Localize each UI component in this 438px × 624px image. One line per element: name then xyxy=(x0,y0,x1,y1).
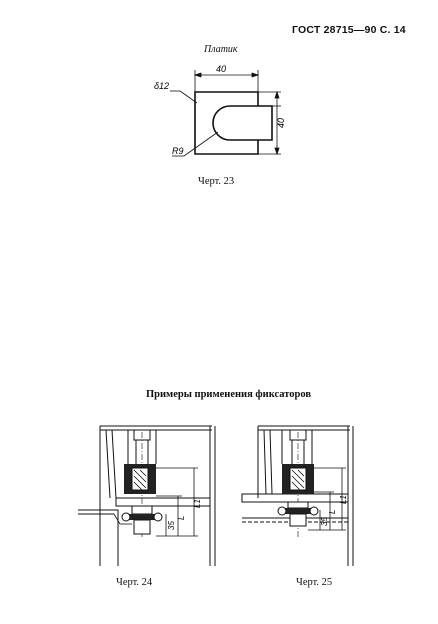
part-title: Платик xyxy=(204,44,238,55)
figure-24-caption: Черт. 24 xyxy=(116,577,153,588)
section-title: Примеры применения фиксаторов xyxy=(146,389,312,400)
dim-height: 40 xyxy=(276,117,286,128)
fig24-dim-l1: L1 xyxy=(193,499,202,508)
figure-23-caption: Черт. 23 xyxy=(198,176,235,187)
figure-25-caption: Черт. 25 xyxy=(296,577,333,588)
fig24-dim-35: 35 xyxy=(167,521,176,530)
fig25-dim-l: L xyxy=(328,509,337,514)
figure-23-drawing xyxy=(150,58,290,168)
dim-width: 40 xyxy=(216,64,227,74)
page-header: ГОСТ 28715—90 С. 14 xyxy=(292,24,406,36)
figure-25-frame xyxy=(242,426,353,566)
dim-thickness: δ12 xyxy=(154,81,170,91)
fig25-dim-35: 35 xyxy=(320,517,329,526)
figure-24-drawing xyxy=(70,418,230,570)
dim-radius: R9 xyxy=(172,146,184,156)
figure-24-frame xyxy=(78,426,215,566)
fig25-dim-l1: L1 xyxy=(339,495,348,504)
platik-outline xyxy=(195,92,272,154)
fig24-dim-l: L xyxy=(177,515,186,520)
figure-25-drawing xyxy=(236,418,366,570)
